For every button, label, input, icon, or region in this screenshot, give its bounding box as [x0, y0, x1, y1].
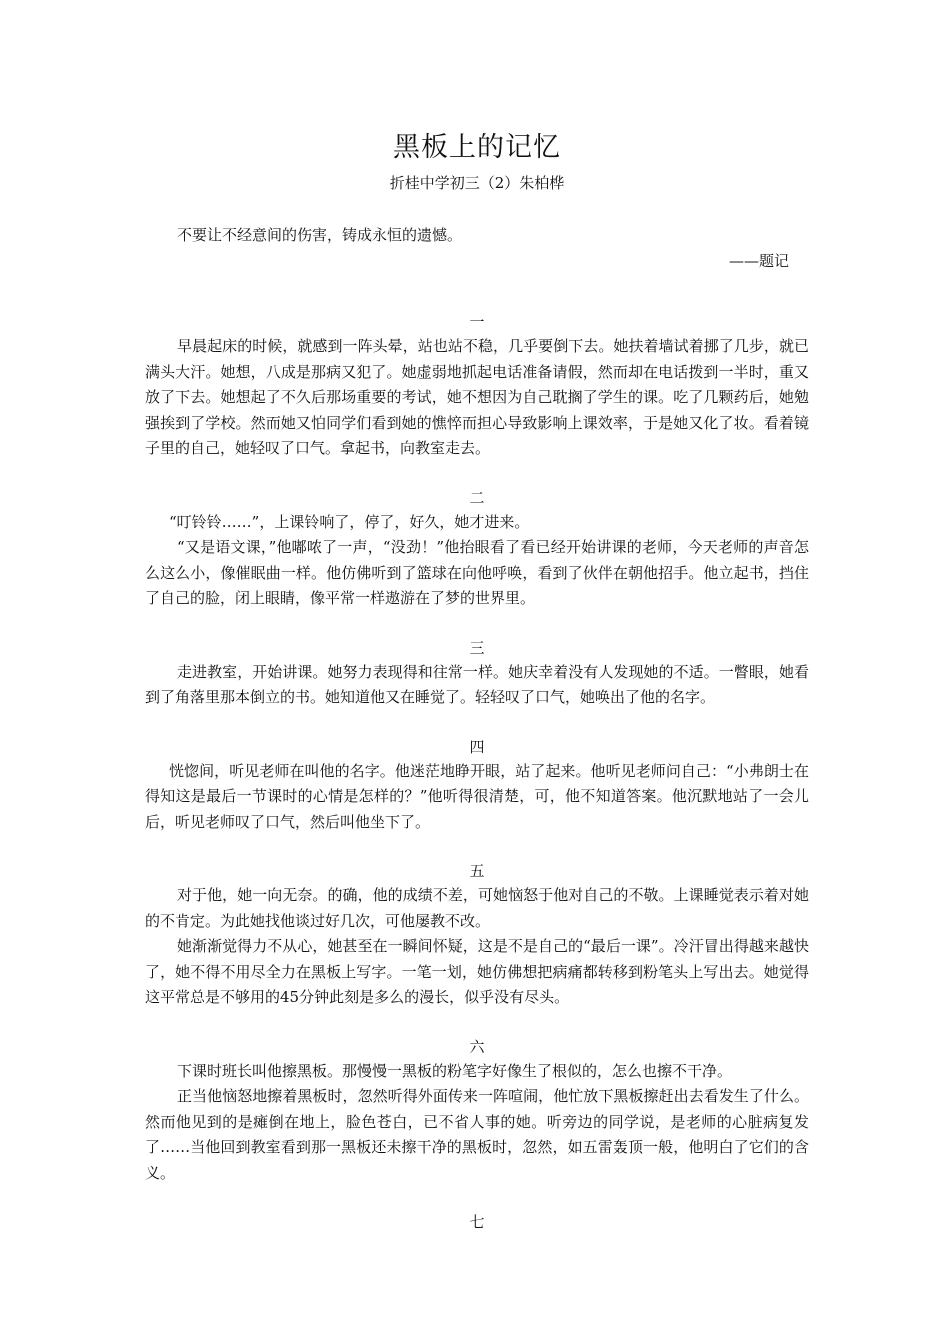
section-heading: 四	[469, 737, 485, 756]
section-heading: 五	[469, 862, 485, 880]
section-5	[145, 859, 809, 1011]
document-title: 黑板上的记忆	[393, 132, 561, 163]
paragraph: 走进教室，开始讲课。她努力表现得和往常一样。她庆幸着没有人发现她的不适。一瞥眼，她看到了角落里那本倒立的书。她知道他又在睡觉了。轻轻叹了口气，她唤出了他的名字。	[145, 662, 809, 706]
section-heading: 三	[469, 638, 485, 657]
section-7	[145, 1210, 809, 1234]
section-heading: 一	[469, 313, 485, 331]
section-3	[145, 636, 809, 711]
author-line: 折桂中学初三（2）朱柏桦	[389, 174, 565, 192]
paragraph: 早晨起床的时候，就感到一阵头晕，站也站不稳，几乎要倒下去。她扶着墙试着挪了几步，就已满头大汗。她想，八成是那病又犯了。她虚弱地抓起电话准备请假，然而却在电话拨到一半时，重又放了下去。她想起了不久后那场重要的考试，她不想因为自己耽搁了学生的课。吃了几颗药后，她勉强挨到了学校。然而她又怕同学们看到她的憔悴而担心导致影响上课效率，于是她又化了妆。看着镜子里的自己，她轻叹了口气。拿起书，向教室走去。	[145, 337, 809, 457]
document-page	[145, 128, 809, 1234]
epigraph-text: 不要让不经意间的伤害，铸成永恒的遗憾。	[177, 226, 463, 244]
paragraph: 正当他恼怒地擦着黑板时，忽然听得外面传来一阵喧闹，他忙放下黑板擦赶出去看发生了什么。然而他见到的是瘫倒在地上，脸色苍白，已不省人事的她。听旁边的同学说，是老师的心脏病复发了……当他回到教室看到那一黑板还未擦干净的黑板时，忽然，如五雷轰顶一般，他明白了它们的含义。	[145, 1087, 809, 1182]
paragraph: “又是语文课，”他嘟哝了一声，“没劲！”他抬眼看了看已经开始讲课的老师，今天老师的声音怎么这么小，像催眠曲一样。他仿佛听到了篮球在向他呼唤，看到了伙伴在朝他招手。他立起书，挡住了自己的脸，闭上眼睛，像平常一样遨游在了梦的世界里。	[145, 538, 809, 607]
paragraph: 恍惚间，听见老师在叫他的名字。他迷茫地睁开眼，站了起来。他听见老师问自己：“小弗朗士在得知这是最后一节课时的心情是怎样的？”他听得很清楚，可，他不知道答案。他沉默地站了一会儿后，听见老师叹了口气，然后叫他坐下了。	[145, 761, 809, 831]
paragraph: “叮铃铃……”，上课铃响了，停了，好久，她才进来。	[169, 512, 530, 531]
section-4	[145, 735, 809, 836]
section-2	[145, 486, 809, 612]
section-6	[145, 1035, 809, 1187]
section-heading: 七	[469, 1213, 485, 1231]
section-heading: 二	[469, 488, 485, 507]
section-1	[145, 310, 809, 462]
section-heading: 六	[469, 1037, 485, 1056]
epigraph-sign: ——题记	[728, 252, 789, 270]
paragraph: 对于他，她一向无奈。的确，他的成绩不差，可她恼怒于他对自己的不敬。上课睡觉表示着对她的不肯定。为此她找他谈过好几次，可他屡教不改。	[145, 886, 809, 930]
paragraph: 她渐渐觉得力不从心，她甚至在一瞬间怀疑，这是不是自己的“最后一课”。冷汗冒出得越来越快了，她不得不用尽全力在黑板上写字。一笔一划，她仿佛想把病痛都转移到粉笔头上写出去。她觉得这平常总是不够用的45分钟此刻是多么的漫长，似乎没有尽头。	[145, 937, 809, 1006]
paragraph: 下课时班长叫他擦黑板。那慢慢一黑板的粉笔字好像生了根似的，怎么也擦不干净。	[177, 1061, 733, 1080]
